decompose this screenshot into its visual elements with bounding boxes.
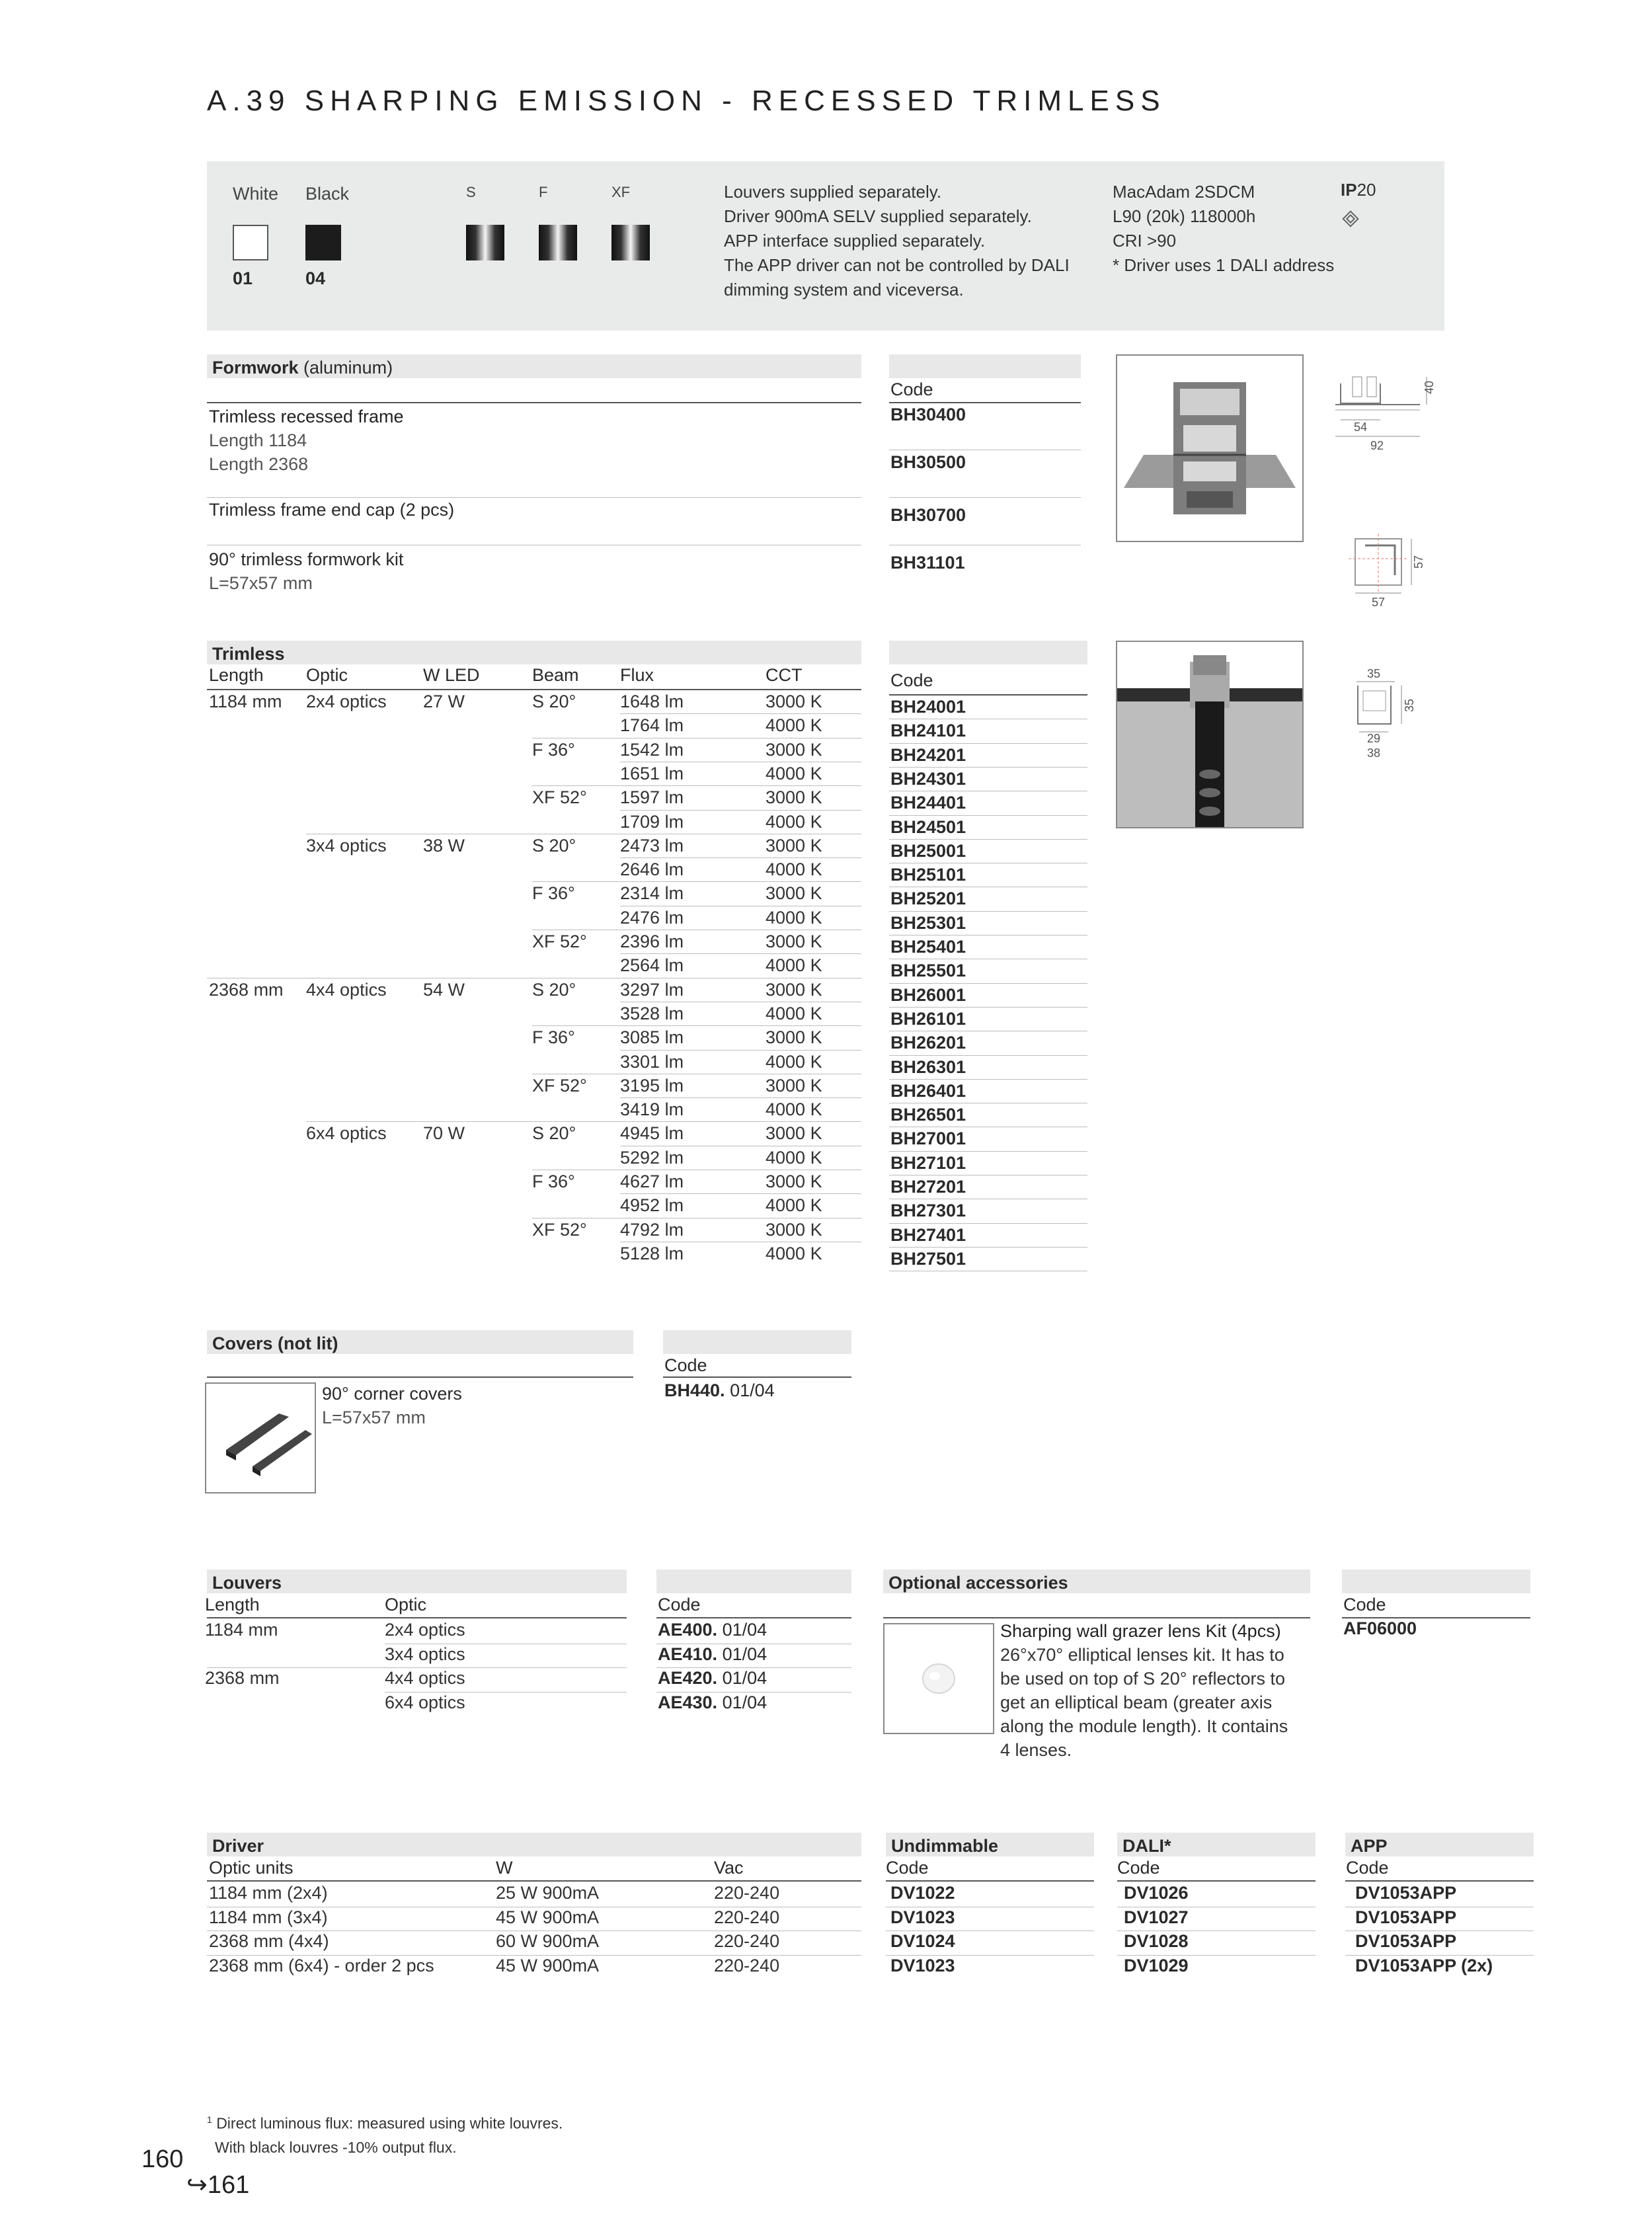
trimless-cell-beam: F 36° [532, 883, 575, 904]
trimless-code: BH25001 [890, 840, 966, 861]
trimless-cell-beam: S 20° [532, 692, 576, 711]
trimless-cell-cct: 3000 K [766, 1027, 822, 1048]
row-divider [306, 1121, 861, 1122]
code-divider [889, 767, 1087, 768]
code-divider [889, 1007, 1087, 1008]
formwork-item-name: 90° trimless formwork kit [209, 549, 404, 569]
divider [207, 1376, 633, 1378]
dim-height: 40 [1423, 380, 1436, 394]
notes-block [724, 180, 1070, 302]
louvers-col-optic: Optic [385, 1595, 427, 1614]
ip-label: IP [1341, 180, 1357, 200]
note-line: dimming system and viceversa. [724, 280, 964, 299]
trimless-cell-beam: XF 52° [532, 787, 587, 808]
trimless-cell-cct: 4000 K [766, 955, 822, 976]
driver-undim-code: DV1024 [890, 1931, 955, 1951]
formwork-item-sub: Length 1184 [209, 430, 307, 450]
driver-col-units: Optic units [209, 1858, 294, 1878]
code-divider [889, 839, 1087, 840]
optic-s-icon [466, 225, 504, 260]
trimless-code: BH26401 [890, 1080, 966, 1101]
row-divider [620, 953, 861, 954]
trimless-cell-cct: 3000 K [766, 787, 822, 808]
driver-header: Driver [207, 1833, 861, 1856]
trimless-cell-cct: 3000 K [766, 1075, 822, 1095]
covers-code [664, 1380, 775, 1401]
optic-f-icon [539, 225, 577, 260]
next-page-link[interactable] [186, 2170, 249, 2200]
accessory-code: AF06000 [1343, 1618, 1417, 1638]
formwork-profile-drawing [1334, 370, 1453, 456]
col-w-led: W LED [423, 665, 480, 685]
trimless-cell-cct: 3000 K [766, 1172, 822, 1191]
class-symbol-icon [1342, 210, 1359, 227]
driver-dali-code: DV1027 [1124, 1907, 1189, 1927]
dali-code-label: Code [1117, 1858, 1160, 1878]
trimless-cell-cct: 4000 K [766, 715, 822, 736]
app-code-label: Code [1346, 1858, 1389, 1878]
optic-s-label: S [466, 184, 476, 200]
trimless-cell-cct: 4000 K [766, 1243, 822, 1263]
trimless-cell-beam: F 36° [532, 739, 575, 760]
finish-black-code: 04 [305, 268, 326, 288]
lens-kit-image [883, 1623, 994, 1734]
driver-watt: 25 W 900mA [496, 1883, 600, 1903]
dim-outer-width: 92 [1370, 439, 1384, 452]
covers-item [322, 1382, 462, 1429]
trimless-cell-flux: 3528 lm [620, 1003, 684, 1023]
trimless-cell-cct: 4000 K [766, 1003, 822, 1023]
louver-length: 1184 mm [205, 1620, 278, 1640]
trimless-cell-flux: 2564 lm [620, 955, 684, 976]
code-divider [889, 935, 1087, 936]
note-line: APP interface supplied separately. [724, 231, 986, 251]
trimless-cell-beam: XF 52° [532, 1219, 587, 1240]
trimless-cell-flux: 2646 lm [620, 859, 684, 880]
divider [207, 1617, 627, 1618]
trimless-cell-beam: F 36° [532, 1172, 575, 1191]
driver-dali-code: DV1026 [1124, 1883, 1189, 1903]
trimless-code: BH26501 [890, 1105, 966, 1125]
louver-code-suffix: 01/04 [722, 1644, 767, 1664]
louver-code-suffix: 01/04 [722, 1692, 767, 1712]
trimless-cell-optic: 6x4 optics [306, 1123, 387, 1144]
accessories-code-label: Code [1343, 1595, 1386, 1614]
page-number: 160 [141, 2145, 184, 2173]
trimless-cell-flux: 4952 lm [620, 1195, 684, 1216]
driver-app-code: DV1053APP (2x) [1355, 1955, 1493, 1975]
divider [663, 1376, 851, 1378]
trimless-code: BH24101 [890, 721, 966, 741]
louver-optic: 2x4 optics [385, 1620, 465, 1640]
trimless-code-label: Code [890, 670, 933, 690]
col-flux: Flux [620, 665, 654, 685]
divider [1345, 1880, 1534, 1882]
trimless-cell-flux: 3297 lm [620, 979, 684, 1000]
divider [207, 689, 861, 690]
trimless-cell-beam: S 20° [532, 835, 576, 856]
trimless-profile-drawing [1349, 664, 1428, 764]
spec-line: MacAdam 2SDCM [1113, 182, 1255, 202]
trimless-code: BH25101 [890, 865, 966, 885]
corner-covers-image [205, 1382, 316, 1493]
trimless-cell-cct: 4000 K [766, 1099, 822, 1120]
ip-value: 20 [1357, 180, 1376, 200]
covers-code-label: Code [664, 1355, 707, 1375]
trimless-code: BH25201 [890, 889, 966, 909]
trimless-cell-cct: 3000 K [766, 979, 822, 1000]
divider [889, 694, 1087, 696]
finish-white-label: White [233, 184, 279, 204]
louver-optic: 4x4 optics [385, 1668, 465, 1688]
driver-dali-code: DV1029 [1124, 1955, 1189, 1975]
specs-block [1113, 180, 1334, 278]
trimless-cell-flux: 1597 lm [620, 787, 684, 808]
trimless-cell-optic: 3x4 optics [306, 835, 387, 856]
covers-code-base: BH440. [664, 1380, 725, 1400]
driver-watt: 45 W 900mA [496, 1955, 600, 1975]
formwork-code: BH31101 [890, 553, 965, 573]
louver-code [658, 1620, 767, 1640]
formwork-item [209, 547, 403, 595]
dim-side-b: 57 [1372, 596, 1386, 609]
dali-header: DALI* [1117, 1833, 1316, 1856]
accessory-desc-line: along the module length). It contains [1000, 1716, 1288, 1736]
undimmable-header: Undimmable [886, 1833, 1094, 1856]
trimless-cell-w: 38 W [423, 835, 465, 856]
louver-optic: 3x4 optics [385, 1644, 465, 1664]
driver-units: 2368 mm (4x4) [209, 1931, 329, 1951]
accessory-desc-line: get an elliptical beam (greater axis [1000, 1692, 1273, 1712]
col-beam: Beam [532, 665, 579, 685]
trimless-cell-beam: S 20° [532, 979, 576, 1000]
trimless-code: BH27001 [890, 1129, 966, 1149]
formwork-code-header [889, 354, 1081, 378]
trimless-cell-flux: 5128 lm [620, 1243, 684, 1263]
row-divider [620, 1050, 861, 1051]
col-optic: Optic [306, 665, 348, 685]
driver-watt: 45 W 900mA [496, 1907, 600, 1927]
trimless-cell-cct: 4000 K [766, 1051, 822, 1072]
louvers-code-header [656, 1570, 851, 1593]
trimless-cell-flux: 3301 lm [620, 1051, 684, 1072]
formwork-header-text: Formwork [212, 358, 299, 378]
next-page-number: 161 [207, 2171, 250, 2199]
trimless-cell-optic: 2x4 optics [306, 692, 387, 711]
divider [207, 497, 861, 498]
col-length: Length [209, 665, 264, 685]
optic-xf-icon [611, 225, 650, 260]
driver-units: 1184 mm (3x4) [209, 1907, 328, 1927]
divider [207, 1880, 861, 1882]
louver-code [658, 1692, 767, 1713]
formwork-product-image [1116, 354, 1304, 542]
trimless-cell-cct: 3000 K [766, 883, 822, 904]
trimless-cell-cct: 4000 K [766, 1195, 822, 1216]
row-divider [620, 1097, 861, 1098]
code-divider [889, 815, 1087, 816]
accessory-desc-line: 4 lenses. [1000, 1740, 1072, 1760]
trimless-cell-flux: 3419 lm [620, 1099, 684, 1120]
formwork-code-label: Code [890, 379, 933, 399]
driver-dali-code: DV1028 [1124, 1931, 1189, 1951]
louvers-col-length: Length [205, 1595, 260, 1614]
trimless-code: BH27401 [890, 1224, 966, 1245]
trimless-code: BH24401 [890, 793, 966, 813]
trimless-header: Trimless [207, 641, 861, 664]
louvers-code-label: Code [658, 1595, 701, 1614]
row-divider [620, 857, 861, 858]
driver-vac: 220-240 [714, 1931, 780, 1951]
trimless-code: BH24001 [890, 697, 966, 717]
divider [1117, 1880, 1316, 1882]
optic-f-label: F [539, 184, 548, 200]
footnote-mark: 1 [207, 2114, 212, 2125]
louver-code [658, 1644, 767, 1665]
trimless-code: BH24501 [890, 816, 966, 837]
covers-item-name: 90° corner covers [322, 1384, 462, 1404]
driver-undim-code: DV1023 [890, 1955, 955, 1975]
louver-optic: 6x4 optics [385, 1692, 465, 1712]
code-divider [889, 1247, 1087, 1248]
trimless-cell-length: 2368 mm [209, 979, 284, 1000]
trimless-cell-cct: 4000 K [766, 763, 822, 783]
trimless-cell-cct: 4000 K [766, 811, 822, 832]
dim-outer-width: 38 [1367, 746, 1381, 760]
accessory-desc-line: 26°x70° elliptical lenses kit. It has to [1000, 1645, 1284, 1665]
trimless-cell-w: 27 W [423, 692, 465, 711]
trimless-cell-cct: 3000 K [766, 739, 822, 760]
trimless-cell-flux: 1764 lm [620, 715, 684, 736]
trimless-code: BH26101 [890, 1008, 966, 1029]
trimless-cell-flux: 1648 lm [620, 692, 684, 711]
finish-black-label: Black [305, 184, 350, 204]
trimless-cell-beam: XF 52° [532, 932, 587, 951]
black-swatch [305, 225, 341, 260]
code-divider [889, 911, 1087, 912]
code-divider [889, 983, 1087, 984]
driver-units: 2368 mm (6x4) - order 2 pcs [209, 1955, 434, 1975]
louver-code-base: AE410. [658, 1644, 718, 1664]
accessories-header: Optional accessories [883, 1570, 1310, 1593]
trimless-cell-cct: 3000 K [766, 1219, 822, 1240]
trimless-cell-beam: F 36° [532, 1027, 575, 1048]
trimless-cell-flux: 3085 lm [620, 1027, 684, 1048]
col-cct: CCT [766, 665, 803, 685]
formwork-item [209, 405, 404, 476]
trimless-code-header [889, 641, 1087, 664]
trimless-code: BH25301 [890, 912, 966, 933]
code-divider [889, 1055, 1087, 1056]
trimless-code: BH27501 [890, 1248, 966, 1269]
trimless-product-image [1116, 641, 1304, 828]
louvers-header: Louvers [207, 1570, 627, 1593]
code-divider [889, 743, 1087, 744]
driver-col-w: W [496, 1858, 513, 1878]
undimmable-code-label: Code [886, 1858, 929, 1878]
formwork-code: BH30400 [890, 405, 966, 424]
row-divider [532, 785, 861, 786]
spec-line: CRI >90 [1113, 231, 1177, 251]
trimless-cell-flux: 5292 lm [620, 1147, 684, 1168]
trimless-code: BH26301 [890, 1056, 966, 1077]
note-line: Driver 900mA SELV supplied separately. [724, 206, 1032, 226]
trimless-cell-w: 70 W [423, 1123, 465, 1144]
dim-inner-width: 54 [1354, 420, 1368, 434]
trimless-code: BH27301 [890, 1201, 966, 1221]
trimless-cell-length: 1184 mm [209, 692, 282, 711]
divider [886, 1880, 1094, 1882]
driver-undim-code: DV1022 [890, 1883, 955, 1903]
white-swatch [233, 225, 268, 260]
louver-code-base: AE420. [658, 1668, 718, 1688]
footnote-line: Direct luminous flux: measured using white louvres. [216, 2114, 563, 2132]
trimless-cell-cct: 4000 K [766, 1147, 822, 1168]
footnote-line: With black louvres -10% output flux. [215, 2138, 457, 2156]
dim-height: 35 [1403, 698, 1416, 712]
code-divider [889, 1079, 1087, 1080]
louver-code-suffix: 01/04 [722, 1668, 767, 1688]
trimless-code: BH24201 [890, 744, 966, 765]
trimless-cell-flux: 2476 lm [620, 907, 684, 928]
trimless-cell-cct: 4000 K [766, 859, 822, 880]
row-divider [620, 810, 861, 811]
trimless-cell-flux: 2473 lm [620, 835, 684, 856]
formwork-header-sub: (aluminum) [303, 358, 393, 378]
divider [656, 1617, 851, 1618]
trimless-code: BH27201 [890, 1177, 966, 1197]
formwork-item-name: Trimless recessed frame [209, 407, 404, 426]
driver-col-vac: Vac [714, 1858, 744, 1878]
trimless-cell-flux: 1709 lm [620, 811, 684, 832]
divider [889, 402, 1081, 403]
page-title: A.39 SHARPING EMISSION - RECESSED TRIMLESS [207, 85, 1166, 117]
row-divider [620, 1193, 861, 1194]
formwork-code: BH30700 [890, 505, 966, 525]
trimless-cell-beam: XF 52° [532, 1075, 587, 1095]
driver-units: 1184 mm (2x4) [209, 1883, 328, 1903]
spec-line: * Driver uses 1 DALI address [1113, 255, 1335, 275]
row-divider [620, 713, 861, 714]
finish-white-code: 01 [233, 268, 253, 288]
code-divider [889, 1151, 1087, 1152]
formwork-item-sub: Length 2368 [209, 454, 309, 474]
covers-code-suffix: 01/04 [730, 1380, 775, 1400]
optic-xf-label: XF [611, 184, 631, 200]
trimless-cell-flux: 2396 lm [620, 932, 684, 951]
trimless-cell-beam: S 20° [532, 1123, 576, 1144]
trimless-cell-w: 54 W [423, 979, 465, 1000]
trimless-code: BH25401 [890, 937, 966, 957]
trimless-code: BH24301 [890, 768, 966, 789]
note-line: The APP driver can not be controlled by DALI [724, 255, 1070, 275]
divider [883, 1617, 1310, 1618]
row-divider [532, 881, 861, 882]
spec-line: L90 (20k) 118000h [1113, 206, 1256, 226]
trimless-cell-optic: 4x4 optics [306, 979, 387, 1000]
covers-code-header [663, 1330, 851, 1354]
trimless-code: BH26201 [890, 1033, 966, 1053]
driver-undim-code: DV1023 [890, 1907, 955, 1927]
louver-code-base: AE400. [658, 1620, 718, 1640]
trimless-code: BH25501 [890, 961, 966, 981]
code-divider [889, 1223, 1087, 1224]
trimless-cell-flux: 2314 lm [620, 883, 684, 904]
accessory-desc-line: be used on top of S 20° reflectors to [1000, 1669, 1286, 1689]
driver-vac: 220-240 [714, 1883, 780, 1903]
trimless-cell-cct: 4000 K [766, 907, 822, 928]
formwork-item-name: Trimless frame end cap (2 pcs) [209, 500, 455, 520]
accessory-item [1000, 1619, 1288, 1762]
driver-watt: 60 W 900mA [496, 1931, 600, 1951]
divider [207, 402, 861, 403]
louver-code-base: AE430. [658, 1692, 718, 1712]
trimless-cell-flux: 1651 lm [620, 763, 684, 783]
formwork-item-sub: L=57x57 mm [209, 573, 313, 593]
trimless-cell-cct: 3000 K [766, 835, 822, 856]
trimless-code: BH27101 [890, 1152, 966, 1173]
louver-length: 2368 mm [205, 1668, 280, 1688]
trimless-code: BH26001 [890, 984, 966, 1005]
louver-code-suffix: 01/04 [722, 1620, 767, 1640]
driver-app-code: DV1053APP [1355, 1931, 1457, 1951]
trimless-cell-cct: 3000 K [766, 692, 822, 711]
footnote [207, 2108, 563, 2159]
trimless-cell-flux: 3195 lm [620, 1075, 684, 1095]
dim-inner-width: 29 [1367, 732, 1381, 745]
app-header: APP [1345, 1833, 1534, 1856]
divider [889, 497, 1081, 498]
formwork-code: BH30500 [890, 452, 966, 472]
trimless-cell-flux: 1542 lm [620, 739, 684, 760]
trimless-cell-flux: 4792 lm [620, 1219, 684, 1240]
accessory-name: Sharping wall grazer lens Kit (4pcs) [1000, 1621, 1281, 1641]
dim-side-a: 57 [1412, 555, 1425, 569]
driver-app-code: DV1053APP [1355, 1907, 1457, 1927]
ip-rating [1341, 180, 1376, 200]
driver-vac: 220-240 [714, 1907, 780, 1927]
dim-top-width: 35 [1367, 667, 1381, 680]
formwork-header [207, 354, 861, 378]
driver-app-code: DV1053APP [1355, 1883, 1457, 1903]
arrow-icon: ↪ [186, 2171, 208, 2199]
corner-kit-drawing [1335, 532, 1441, 612]
accessories-code-header [1342, 1570, 1530, 1593]
trimless-cell-cct: 3000 K [766, 1123, 822, 1144]
note-line: Louvers supplied separately. [724, 182, 942, 202]
louver-code [658, 1668, 767, 1689]
trimless-cell-flux: 4627 lm [620, 1172, 684, 1191]
driver-vac: 220-240 [714, 1955, 780, 1975]
covers-item-sub: L=57x57 mm [322, 1408, 426, 1427]
trimless-cell-cct: 3000 K [766, 932, 822, 951]
trimless-cell-flux: 4945 lm [620, 1123, 684, 1144]
row-divider [532, 1025, 861, 1026]
covers-header: Covers (not lit) [207, 1330, 633, 1354]
